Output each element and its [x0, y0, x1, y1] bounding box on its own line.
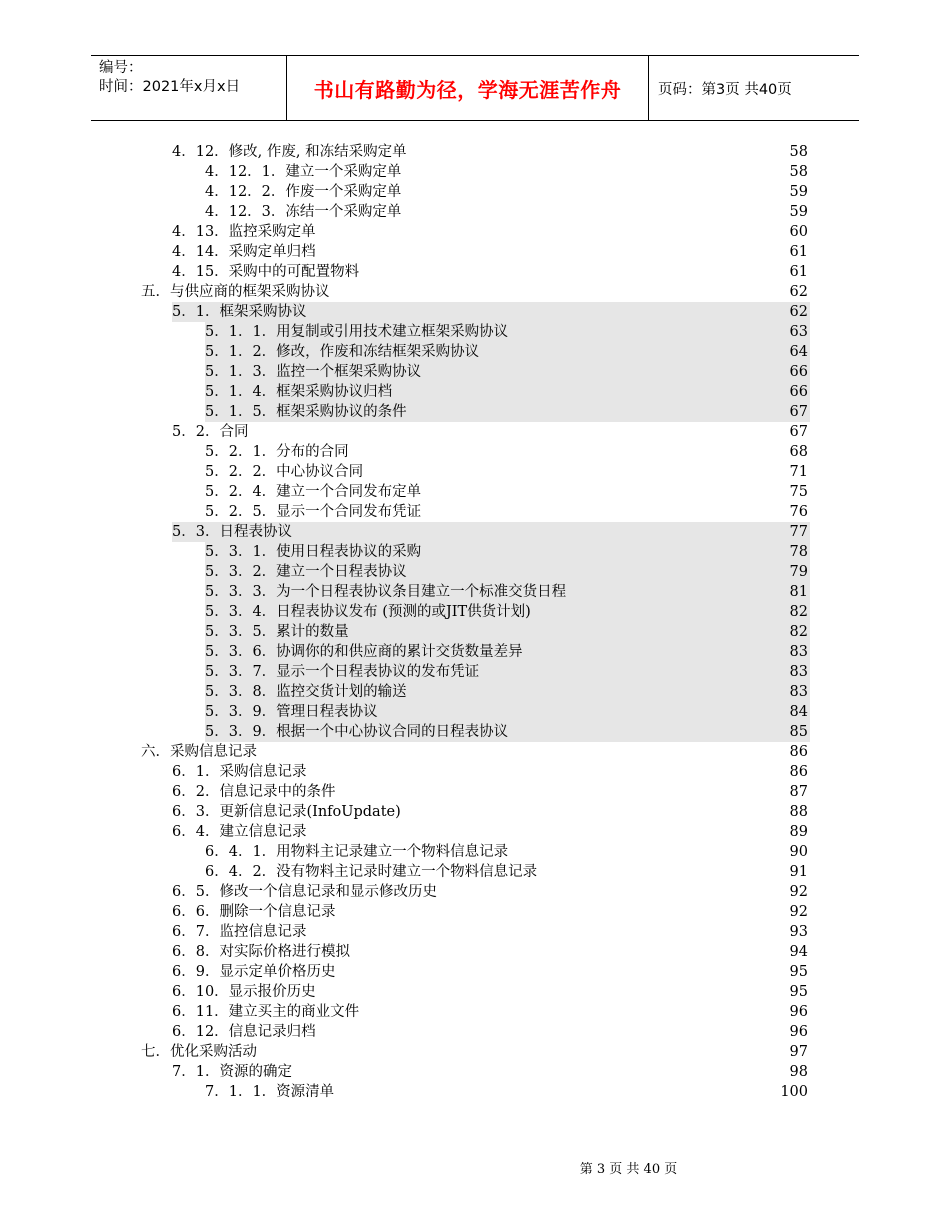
toc-entry-page: 58 — [789, 144, 808, 160]
toc-entry-page: 100 — [780, 1084, 808, 1100]
toc-entry[interactable] — [0, 162, 950, 182]
toc-entry-title: 6．10．显示报价历史 — [172, 984, 316, 1000]
toc-entry-title: 6．12．信息记录归档 — [172, 1024, 316, 1040]
toc-entry[interactable] — [0, 1022, 950, 1042]
toc-entry-page: 78 — [789, 544, 808, 560]
toc-entry-page: 75 — [789, 484, 808, 500]
toc-entry-title: 6．4．建立信息记录 — [172, 824, 307, 840]
toc-entry-title: 4．12．2．作废一个采购定单 — [205, 184, 402, 200]
toc-entry-title: 4．13．监控采购定单 — [172, 224, 316, 240]
toc-entry-page: 82 — [789, 624, 808, 640]
toc-entry-title: 7．1．资源的确定 — [172, 1064, 292, 1080]
toc-entry-page: 66 — [789, 364, 808, 380]
toc-entry-page: 84 — [789, 704, 808, 720]
toc-entry-title: 5．1．3．监控一个框架采购协议 — [205, 364, 422, 380]
toc-entry[interactable] — [0, 742, 950, 762]
toc-entry-page: 71 — [789, 464, 808, 480]
toc-entry-title: 6．5．修改一个信息记录和显示修改历史 — [172, 884, 437, 900]
toc-entry[interactable] — [0, 142, 950, 162]
toc-entry[interactable] — [0, 222, 950, 242]
toc-entry-page: 62 — [789, 304, 808, 320]
toc-entry-title: 5．3．日程表协议 — [172, 524, 292, 540]
toc-entry-title: 6．4．1．用物料主记录建立一个物料信息记录 — [205, 844, 509, 860]
toc-entry-page: 59 — [789, 184, 808, 200]
header-page-info: 页码：第3页 共40页 — [658, 81, 792, 98]
toc-entry[interactable] — [0, 242, 950, 262]
toc-entry[interactable] — [0, 702, 950, 722]
toc-entry-page: 86 — [789, 744, 808, 760]
toc-entry[interactable] — [0, 942, 950, 962]
toc-entry[interactable] — [0, 682, 950, 702]
toc-entry-title: 5．2．合同 — [172, 424, 249, 440]
toc-entry-page: 92 — [789, 884, 808, 900]
toc-entry-title: 五．与供应商的框架采购协议 — [141, 284, 330, 300]
toc-entry-title: 4．14．采购定单归档 — [172, 244, 316, 260]
toc-entry[interactable] — [0, 642, 950, 662]
toc-entry[interactable] — [0, 322, 950, 342]
toc-entry[interactable] — [0, 1062, 950, 1082]
toc-entry-title: 5．3．8．监控交货计划的输送 — [205, 684, 407, 700]
toc-entry-title: 5．3．9．管理日程表协议 — [205, 704, 378, 720]
toc-entry[interactable] — [0, 282, 950, 302]
toc-entry-page: 83 — [789, 644, 808, 660]
toc-entry-title: 4．12．修改, 作废, 和冻结采购定单 — [172, 144, 407, 160]
toc-entry[interactable] — [0, 1082, 950, 1102]
toc-entry-page: 83 — [789, 664, 808, 680]
toc-entry-page: 61 — [789, 244, 808, 260]
toc-entry-page: 77 — [789, 524, 808, 540]
toc-entry-title: 6．4．2．没有物料主记录时建立一个物料信息记录 — [205, 864, 538, 880]
toc-entry-page: 95 — [789, 964, 808, 980]
toc-entry-title: 4．15．采购中的可配置物料 — [172, 264, 360, 280]
serial-label: 编号： — [99, 60, 143, 76]
toc-entry-title: 5．2．4．建立一个合同发布定单 — [205, 484, 422, 500]
toc-entry-title: 6．2．信息记录中的条件 — [172, 784, 336, 800]
toc-entry[interactable] — [0, 182, 950, 202]
toc-entry[interactable] — [0, 782, 950, 802]
toc-entry-title: 6．1．采购信息记录 — [172, 764, 307, 780]
toc-entry-page: 96 — [789, 1024, 808, 1040]
toc-entry[interactable] — [0, 842, 950, 862]
toc-entry-page: 81 — [789, 584, 808, 600]
toc-entry[interactable] — [0, 982, 950, 1002]
toc-entry[interactable] — [0, 542, 950, 562]
toc-entry[interactable] — [0, 962, 950, 982]
toc-entry[interactable] — [0, 262, 950, 282]
toc-entry-title: 6．11．建立买主的商业文件 — [172, 1004, 360, 1020]
toc-entry-title: 5．3．4．日程表协议发布 (预测的或JIT供货计划) — [205, 604, 531, 620]
toc-entry-page: 66 — [789, 384, 808, 400]
toc-entry[interactable] — [0, 422, 950, 442]
toc-entry[interactable] — [0, 562, 950, 582]
toc-entry[interactable] — [0, 342, 950, 362]
toc-entry[interactable] — [0, 462, 950, 482]
toc-entry[interactable] — [0, 802, 950, 822]
toc-entry-title: 5．3．1．使用日程表协议的采购 — [205, 544, 422, 560]
toc-entry-page: 91 — [789, 864, 808, 880]
toc-entry-title: 6．3．更新信息记录(InfoUpdate) — [172, 804, 401, 820]
toc-entry-page: 67 — [789, 424, 808, 440]
toc-entry-page: 82 — [789, 604, 808, 620]
toc-entry-page: 79 — [789, 564, 808, 580]
toc-entry[interactable] — [0, 362, 950, 382]
toc-entry[interactable] — [0, 202, 950, 222]
toc-entry-page: 92 — [789, 904, 808, 920]
toc-entry-page: 58 — [789, 164, 808, 180]
toc-entry-title: 6．9．显示定单价格历史 — [172, 964, 336, 980]
toc-entry-title: 4．12．3．冻结一个采购定单 — [205, 204, 402, 220]
toc-entry-page: 86 — [789, 764, 808, 780]
toc-entry-title: 5．2．1．分布的合同 — [205, 444, 349, 460]
time-label: 时间：2021年x月x日 — [99, 79, 241, 95]
toc-entry[interactable] — [0, 582, 950, 602]
toc-entry[interactable] — [0, 522, 950, 542]
toc-entry[interactable] — [0, 762, 950, 782]
toc-entry-page: 59 — [789, 204, 808, 220]
toc-entry[interactable] — [0, 1042, 950, 1062]
toc-entry-title: 七．优化采购活动 — [141, 1044, 257, 1060]
toc-entry[interactable] — [0, 622, 950, 642]
toc-entry[interactable] — [0, 602, 950, 622]
toc-entry-title: 6．8．对实际价格进行模拟 — [172, 944, 350, 960]
toc-entry-page: 62 — [789, 284, 808, 300]
toc-entry-title: 六．采购信息记录 — [141, 744, 257, 760]
toc-entry-page: 61 — [789, 264, 808, 280]
toc-entry-page: 93 — [789, 924, 808, 940]
toc-entry-title: 5．3．2．建立一个日程表协议 — [205, 564, 407, 580]
toc-entry-page: 76 — [789, 504, 808, 520]
toc-entry-page: 83 — [789, 684, 808, 700]
toc-entry-page: 85 — [789, 724, 808, 740]
toc-entry-page: 89 — [789, 824, 808, 840]
toc-entry[interactable] — [0, 302, 950, 322]
toc-entry-title: 5．1．4．框架采购协议归档 — [205, 384, 393, 400]
table-of-contents — [0, 142, 950, 1102]
toc-entry[interactable] — [0, 402, 950, 422]
header-meta — [91, 56, 286, 120]
toc-entry[interactable] — [0, 822, 950, 842]
toc-entry[interactable] — [0, 502, 950, 522]
toc-entry[interactable] — [0, 722, 950, 742]
toc-entry-title: 5．2．5．显示一个合同发布凭证 — [205, 504, 422, 520]
toc-entry[interactable] — [0, 1002, 950, 1022]
toc-entry-page: 96 — [789, 1004, 808, 1020]
toc-entry-title: 5．1．1．用复制或引用技术建立框架采购协议 — [205, 324, 509, 340]
toc-entry-title: 5．3．5．累计的数量 — [205, 624, 349, 640]
toc-entry-page: 94 — [789, 944, 808, 960]
toc-entry-page: 88 — [789, 804, 808, 820]
toc-entry-page: 90 — [789, 844, 808, 860]
toc-entry[interactable] — [0, 662, 950, 682]
toc-entry-page: 68 — [789, 444, 808, 460]
toc-entry[interactable] — [0, 902, 950, 922]
toc-entry[interactable] — [0, 922, 950, 942]
toc-entry-page: 97 — [789, 1044, 808, 1060]
toc-entry-page: 67 — [789, 404, 808, 420]
header-motto: 书山有路勤为径，学海无涯苦作舟 — [286, 56, 649, 120]
toc-entry-page: 87 — [789, 784, 808, 800]
toc-entry-page: 63 — [789, 324, 808, 340]
toc-entry-title: 5．3．9．根据一个中心协议合同的日程表协议 — [205, 724, 509, 740]
toc-entry-title: 6．6．删除一个信息记录 — [172, 904, 336, 920]
toc-entry-title: 5．1．5．框架采购协议的条件 — [205, 404, 407, 420]
toc-entry[interactable] — [0, 382, 950, 402]
page-header — [91, 55, 859, 121]
toc-entry-title: 6．7．监控信息记录 — [172, 924, 307, 940]
toc-entry-title: 5．1．框架采购协议 — [172, 304, 307, 320]
toc-entry-page: 64 — [789, 344, 808, 360]
toc-entry-title: 7．1．1．资源清单 — [205, 1084, 335, 1100]
toc-entry-title: 4．12．1．建立一个采购定单 — [205, 164, 402, 180]
page-footer: 第 3 页 共 40 页 — [579, 1162, 678, 1177]
toc-entry-page: 95 — [789, 984, 808, 1000]
toc-entry[interactable] — [0, 442, 950, 462]
toc-entry-title: 5．1．2．修改，作废和冻结框架采购协议 — [205, 344, 480, 360]
toc-entry-title: 5．3．6．协调你的和供应商的累计交货数量差异 — [205, 644, 523, 660]
toc-entry-page: 98 — [789, 1064, 808, 1080]
toc-entry-page: 60 — [789, 224, 808, 240]
toc-entry-title: 5．3．7．显示一个日程表协议的发布凭证 — [205, 664, 480, 680]
toc-entry[interactable] — [0, 862, 950, 882]
toc-entry[interactable] — [0, 882, 950, 902]
toc-entry-title: 5．2．2．中心协议合同 — [205, 464, 364, 480]
toc-entry-title: 5．3．3．为一个日程表协议条目建立一个标准交货日程 — [205, 584, 567, 600]
toc-entry[interactable] — [0, 482, 950, 502]
